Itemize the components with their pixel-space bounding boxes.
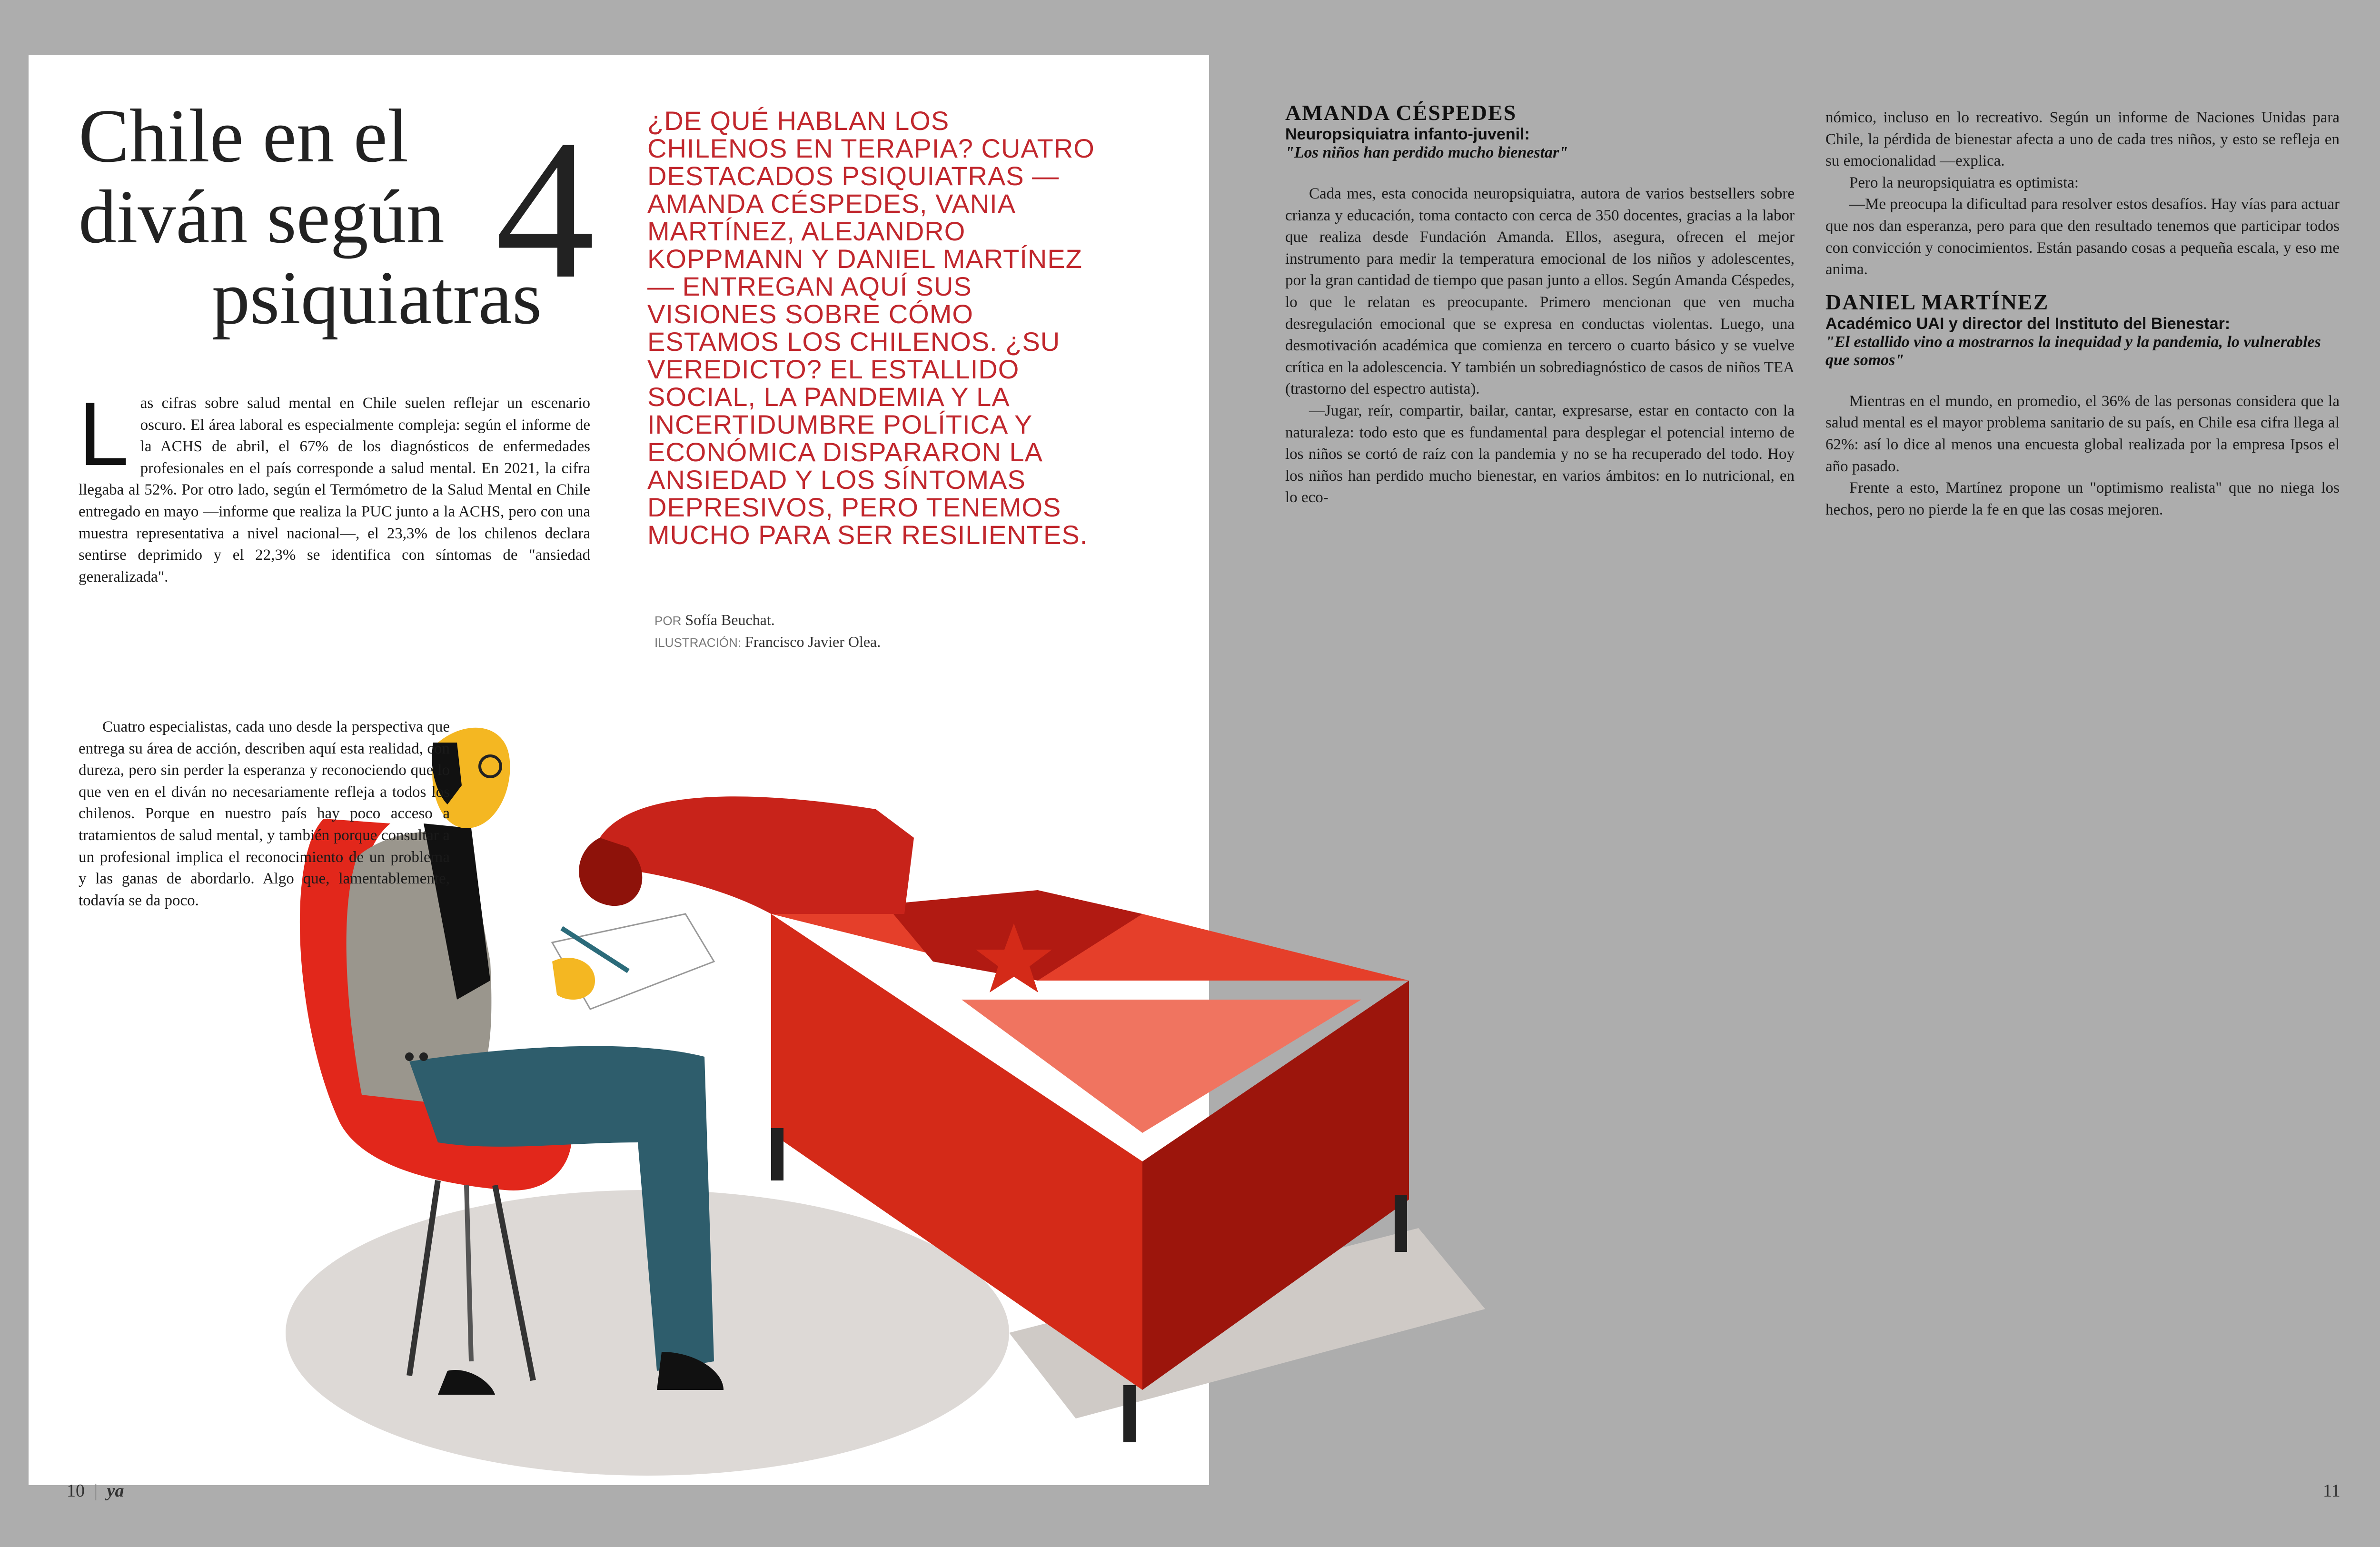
column-daniel-martinez — [1825, 107, 2340, 521]
couch-leg — [771, 1128, 783, 1180]
drop-cap: L — [79, 384, 129, 485]
intro-text — [79, 384, 590, 588]
jacket-button — [419, 1052, 428, 1061]
credit-illustration — [654, 631, 1083, 653]
title-line-2: diván según — [79, 174, 445, 259]
title-number: 4 — [495, 99, 595, 320]
credit-label: POR — [654, 614, 682, 628]
body-paragraph: Pero la neuropsiquiatra es optimista: — [1849, 174, 2079, 191]
credit-author — [654, 609, 1083, 631]
profile-quote: "El estallido vino a mostrarnos la inequidad y la pandemia, lo vulnerables que somos" — [1825, 333, 2321, 369]
body-paragraph: —Me preocupa la dificultad para resolver estos desafíos. Hay vías para actuar que nos dan esperanza, pero para que den resultado tenemos que participar todos con convicción y conocimientos. Están pasando cosas a pequeña escala, y eso me anima. — [1825, 196, 2340, 278]
column-amanda-cespedes — [1285, 100, 1795, 509]
profile-name: AMANDA CÉSPEDES — [1285, 100, 1517, 125]
page-number: 10 — [67, 1481, 85, 1501]
couch-leg — [1123, 1385, 1136, 1442]
body-paragraph: Mientras en el mundo, en promedio, el 36% de las personas considera que la salud mental es el mayor problema sanitario de su país, en Chile esa cifra llega al 62%: así lo dice al menos una encuesta global realizada por la empresa Ipsos el año pasado. — [1825, 392, 2340, 475]
credit-value: Sofía Beuchat. — [685, 611, 775, 628]
continued-text — [1825, 107, 2340, 281]
couch-backrest — [600, 796, 914, 914]
credit-value: Francisco Javier Olea. — [745, 633, 881, 650]
body-paragraph: —Jugar, reír, compartir, bailar, cantar, expresarse, estar en contacto con la naturaleza: todo esto que es fundamental para desplegar el potencial interno de los niños se cortó de raíz con la pandemia y no se ha recuperado del todo. Hoy los niños han perdido mucho bienestar, en varios ámbitos: en lo nutricional, en lo eco- — [1285, 402, 1795, 506]
psychiatrist-couch-illustration — [267, 714, 1580, 1504]
credit-label: ILUSTRACIÓN: — [654, 635, 742, 650]
profile-quote: "Los niños han perdido mucho bienestar" — [1285, 144, 1568, 161]
folio-separator: | — [94, 1481, 98, 1501]
jacket-button — [405, 1052, 414, 1061]
folio-right: 11 — [2323, 1481, 2340, 1501]
article-deck: ¿DE QUÉ HABLAN LOS CHILENOS EN TERAPIA? CUATRO DESTACADOS PSIQUIATRAS —AMANDA CÉSPEDES, VANIA MARTÍNEZ, ALEJANDRO KOPPMANN Y DANIEL MARTÍNEZ— ENTREGAN AQUÍ SUS VISIONES SOBRE CÓMO ESTAMOS LOS CHILENOS. ¿SU VEREDICTO? EL ESTALLIDO SOCIAL, LA PANDEMIA Y LA INCERTIDUMBRE POLÍTICA Y ECONÓMICA DISPARARON LA ANSIEDAD Y LOS SÍNTOMAS DEPRESIVOS, PERO TENEMOS MUCHO PARA SER RESILIENTES. — [647, 106, 1095, 550]
couch-leg — [1395, 1195, 1407, 1252]
profile-name: DANIEL MARTÍNEZ — [1825, 289, 2049, 314]
body-paragraph: nómico, incluso en lo recreativo. Según un informe de Naciones Unidas para Chile, la pérdida de bienestar afecta a uno de cada tres niños, y esto se refleja en su emocionalidad —explica. — [1825, 109, 2340, 170]
folio-left — [67, 1480, 124, 1501]
profile-body — [1825, 391, 2340, 521]
title-line-3: psiquiatras — [212, 255, 542, 340]
credits — [654, 609, 1083, 653]
body-paragraph: Cuatro especialistas, cada uno desde la perspectiva que entrega su área de acción, describen aquí esta realidad, con dureza, pero sin perder la esperanza y reconociendo que lo que ven en el diván no necesariamente refleja a todos los chilenos. Porque en nuestro país hay poco acceso a tratamientos de salud mental, y también porque consultar a un profesional implica el reconocimiento de un problema y las ganas de abordarlo. Algo que, lamentablemente, todavía se da poco. — [79, 718, 450, 909]
title-line-1: Chile en el — [79, 93, 409, 178]
profile-body — [1285, 183, 1795, 509]
profile-role: Neuropsiquiatra infanto-juvenil: — [1285, 125, 1530, 143]
body-paragraph: Cada mes, esta conocida neuropsiquiatra, autora de varios bestsellers sobre crianza y educación, toma contacto con cerca de 350 docentes, gracias a la labor que realiza desde Fundación Amanda. Ellos, asegura, ofrecen el mejor instrumento para medir la temperatura emocional de los niños y adolescentes, por la gran cantidad de tiempo que pasan junto a ellos. Según Amanda Céspedes, lo que le relatan es preocupante. Primero mencionan que ven mucha desregulación emocional que se expresa en conductas violentas. Luego, una desmotivación académica que comienza en tercero o cuarto básico y se vuelve crítica en la adolescencia. Y también un sobrediagnóstico de casos de niños TEA (trastorno del espectro autista). — [1285, 185, 1795, 398]
body-paragraph: Frente a esto, Martínez propone un "optimismo realista" que no niega los hechos, pero no pierde la fe en que las cosas mejoren. — [1825, 479, 2340, 518]
profile-role: Académico UAI y director del Instituto del Bienestar: — [1825, 314, 2231, 333]
magazine-logo: ya — [107, 1481, 124, 1501]
body-paragraph: as cifras sobre salud mental en Chile suelen reflejar un escenario oscuro. El área laboral es especialmente compleja: según el informe de la ACHS de abril, el 67% de los diagnósticos de enfermedades profesionales en el país corresponde a salud mental. En 2021, la cifra llegaba al 52%. Por otro lado, según el Termómetro de la Salud Mental en Chile entregado en mayo —informe que realiza la PUC junto a la ACHS, pero con una muestra representativa a nivel nacional—, el 23,3% de los chilenos declara sentirse deprimido y el 22,3% se identifica con síntomas de "ansiedad generalizada". — [79, 395, 590, 585]
intro-text-narrow — [79, 716, 450, 912]
